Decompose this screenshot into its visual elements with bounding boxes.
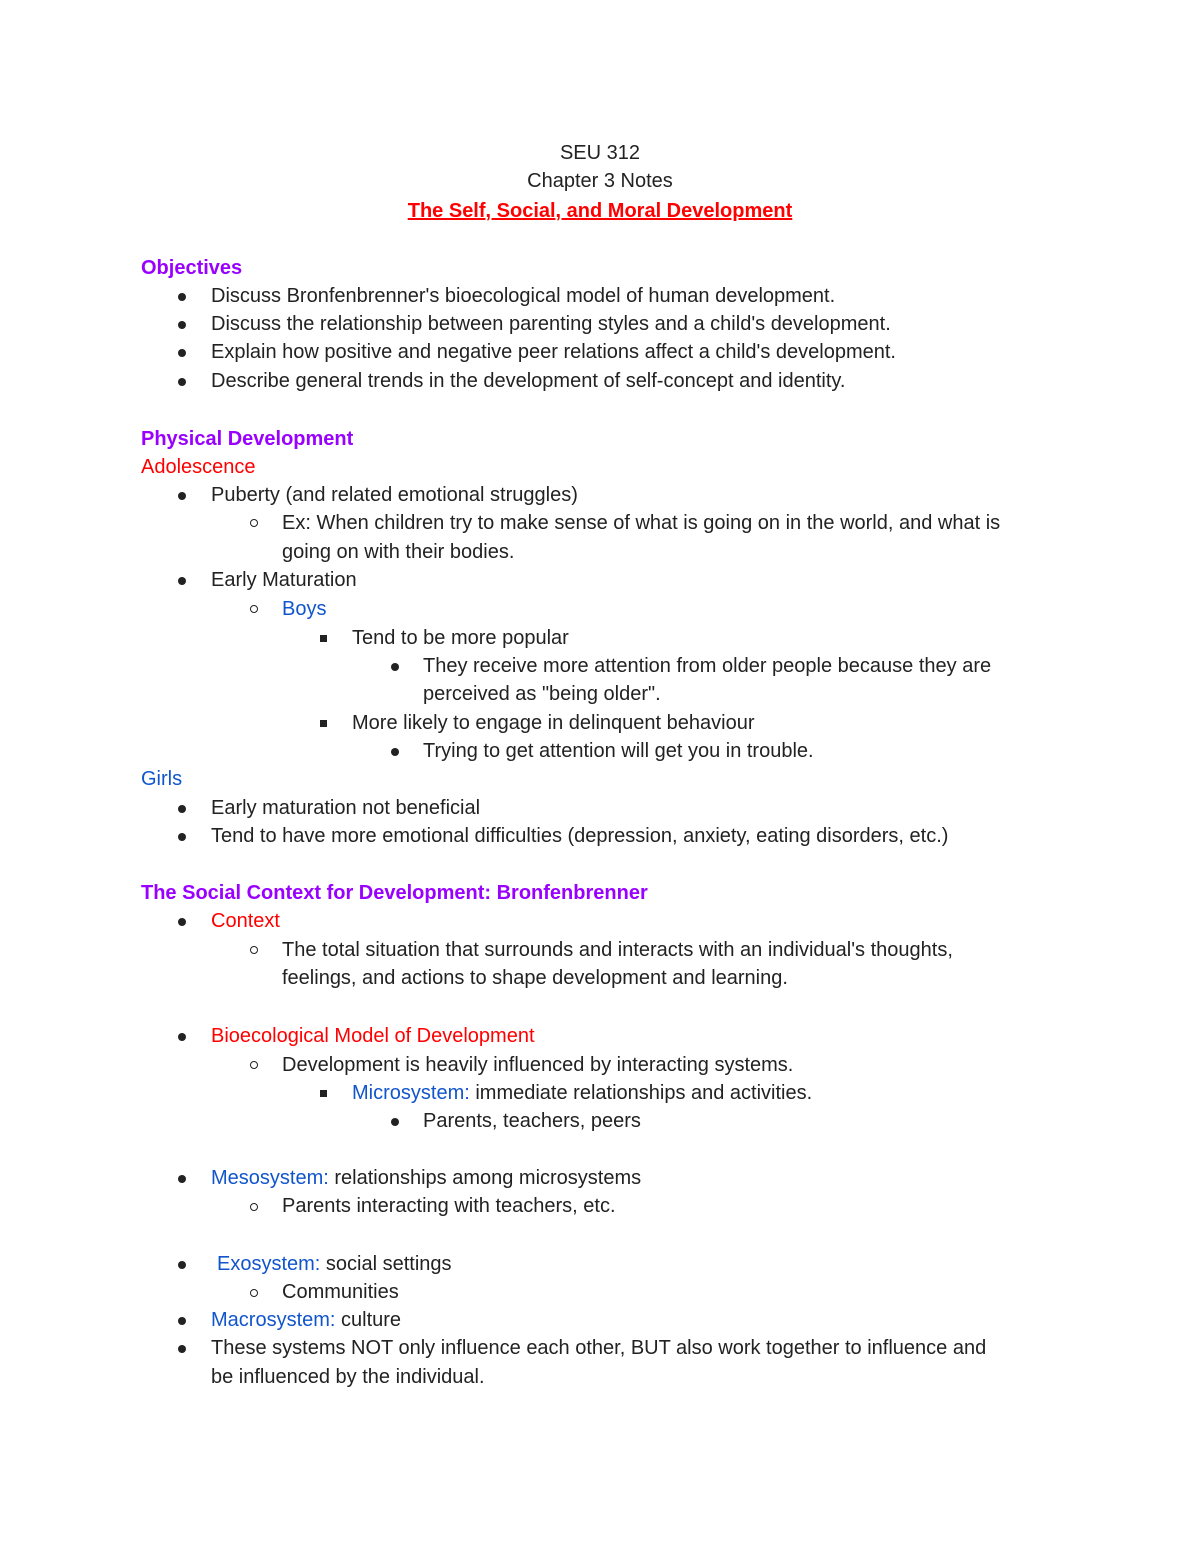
list-item: Tend to be more popular [352, 627, 569, 649]
bullet-icon [178, 349, 186, 357]
list-item-continuation: going on with their bodies. [282, 541, 515, 563]
list-item: Puberty (and related emotional struggles) [211, 484, 578, 506]
macrosystem-definition: culture [335, 1309, 402, 1331]
list-item: Parents, teachers, peers [423, 1110, 641, 1132]
list-item: These systems NOT only influence each other, BUT also work together to influence and [211, 1337, 987, 1359]
bullet-icon [391, 748, 399, 756]
mesosystem-definition: relationships among microsystems [328, 1167, 642, 1189]
bullet-icon [178, 293, 186, 301]
microsystem-term: Microsystem: [352, 1082, 470, 1104]
bullet-icon [178, 492, 186, 500]
social-heading: The Social Context for Development: Bronfenbrenner [141, 882, 648, 904]
list-item: Communities [282, 1281, 399, 1303]
boys-label: Boys [282, 598, 327, 620]
bullet-icon [178, 833, 186, 841]
list-item: Development is heavily influenced by interacting systems. [282, 1054, 794, 1076]
square-bullet-icon [320, 720, 327, 727]
list-item: Ex: When children try to make sense of what is going on in the world, and what is [282, 512, 1001, 534]
bullet-icon [178, 1345, 186, 1353]
microsystem-item [352, 1079, 812, 1107]
bullet-icon [178, 577, 186, 585]
hollow-bullet-icon [250, 1203, 258, 1211]
hollow-bullet-icon [250, 946, 258, 954]
hollow-bullet-icon [250, 519, 258, 527]
objective-item: Describe general trends in the development of self-concept and identity. [211, 370, 846, 392]
macrosystem-term: Macrosystem: [211, 1309, 336, 1331]
bullet-icon [178, 1175, 186, 1183]
bullet-icon [178, 1033, 186, 1041]
document-title: The Self, Social, and Moral Development [407, 200, 793, 222]
objective-item: Discuss the relationship between parenting styles and a child's development. [211, 313, 891, 335]
macrosystem-item [211, 1306, 401, 1334]
mesosystem-term: Mesosystem: [211, 1167, 329, 1189]
exosystem-definition: social settings [320, 1253, 452, 1275]
chapter-subtitle: Chapter 3 Notes [527, 170, 673, 192]
course-code: SEU 312 [559, 142, 641, 164]
bullet-icon [178, 378, 186, 386]
bullet-icon [178, 321, 186, 329]
bullet-icon [178, 1261, 186, 1269]
list-item-continuation: perceived as "being older". [423, 683, 661, 705]
bullet-icon [391, 663, 399, 671]
exosystem-term: Exosystem: [217, 1253, 321, 1275]
objectives-heading: Objectives [141, 257, 243, 279]
physical-heading: Physical Development [141, 428, 354, 450]
hollow-bullet-icon [250, 1289, 258, 1297]
list-item-continuation: feelings, and actions to shape development and learning. [282, 967, 788, 989]
square-bullet-icon [320, 635, 327, 642]
list-item: Trying to get attention will get you in trouble. [423, 740, 814, 762]
list-item: Tend to have more emotional difficulties (depression, anxiety, eating disorders, etc.) [211, 825, 949, 847]
list-item: Early maturation not beneficial [211, 797, 481, 819]
exosystem-item [217, 1250, 452, 1278]
list-item-continuation: be influenced by the individual. [211, 1366, 485, 1388]
square-bullet-icon [320, 1090, 327, 1097]
girls-label: Girls [141, 768, 183, 790]
bullet-icon [178, 918, 186, 926]
bullet-icon [391, 1118, 399, 1126]
context-label: Context [211, 910, 280, 932]
adolescence-subheading: Adolescence [141, 456, 256, 478]
list-item: More likely to engage in delinquent behaviour [352, 712, 755, 734]
hollow-bullet-icon [250, 605, 258, 613]
bullet-icon [178, 805, 186, 813]
list-item: Parents interacting with teachers, etc. [282, 1195, 616, 1217]
mesosystem-item [211, 1164, 641, 1192]
microsystem-definition: immediate relationships and activities. [469, 1082, 813, 1104]
list-item: The total situation that surrounds and interacts with an individual's thoughts, [282, 939, 953, 961]
objective-item: Explain how positive and negative peer relations affect a child's development. [211, 341, 896, 363]
bio-model-label: Bioecological Model of Development [211, 1025, 535, 1047]
list-item: They receive more attention from older people because they are [423, 655, 992, 677]
hollow-bullet-icon [250, 1061, 258, 1069]
bullet-icon [178, 1317, 186, 1325]
list-item: Early Maturation [211, 569, 357, 591]
objective-item: Discuss Bronfenbrenner's bioecological model of human development. [211, 285, 836, 307]
